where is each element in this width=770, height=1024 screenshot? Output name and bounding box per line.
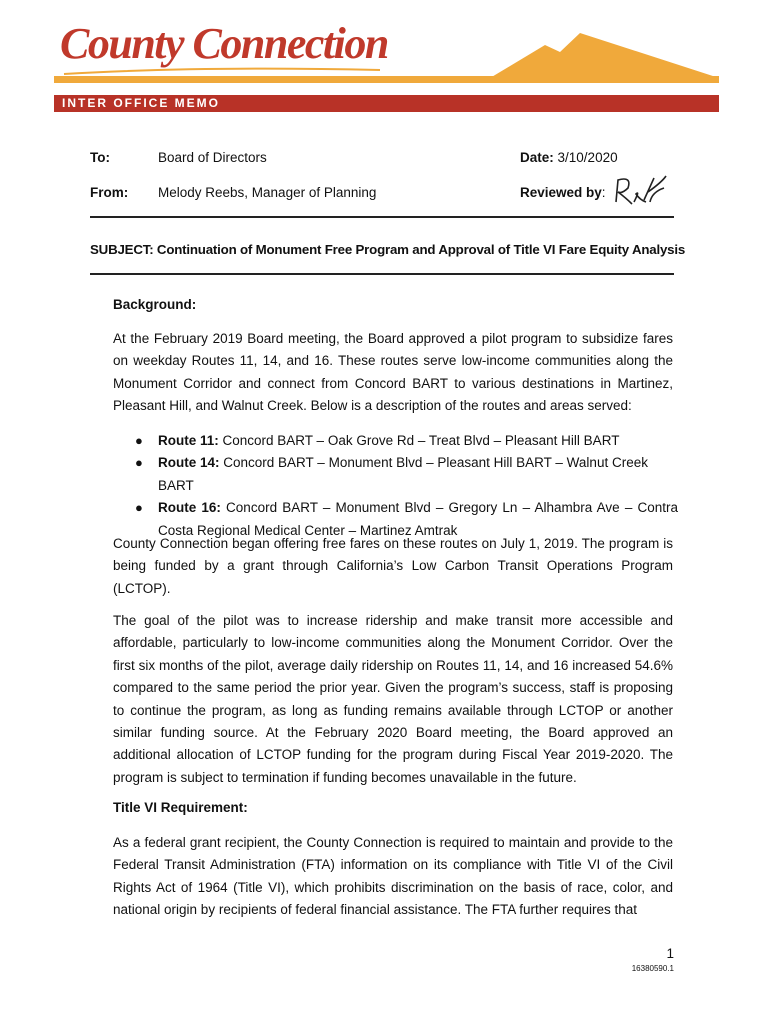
header-rule-top (90, 216, 674, 218)
signature-text: RHf (610, 210, 612, 211)
to-label: To: (90, 150, 110, 165)
subject-line: SUBJECT: Continuation of Monument Free Program and Approval of Title VI Fare Equity Analysis (90, 242, 686, 257)
from-value: Melody Reebs, Manager of Planning (158, 185, 377, 200)
to-value: Board of Directors (158, 150, 267, 165)
title-vi-paragraph-text: As a federal grant recipient, the County Connection is required to maintain and provide to the Federal Transit Administration (FTA) information on its compliance with Title VI of the Civil Rights Act of 1964 (Title VI), which prohibits discrimination on the basis of race, color, and national origin by recipients of federal financial assistance. The FTA further requires that (113, 835, 673, 918)
header-rule-bottom (90, 273, 674, 275)
logo-text: County Connection (60, 19, 388, 68)
route-label: Route 16: (158, 500, 221, 516)
background-intro (113, 328, 673, 418)
date-value: 3/10/2020 (557, 150, 618, 165)
list-item (135, 430, 678, 452)
route-text: Concord BART – Monument Blvd – Pleasant Hill BART – Walnut Creek BART (158, 455, 648, 493)
title-vi-paragraph (113, 832, 673, 922)
date-field (520, 150, 618, 165)
routes-list (135, 430, 678, 542)
date-label: Date: (520, 150, 554, 165)
reviewer-signature (610, 172, 672, 212)
background-intro-text: At the February 2019 Board meeting, the Board approved a pilot program to subsidize fares on weekday Routes 11, 14, and 16. These routes serve low-income communities along the Monument Corridor and connect from Concord BART to various destinations in Martinez, Pleasant Hill, and Walnut Creek. Below is a description of the routes and areas served: (113, 331, 673, 414)
route-text: Concord BART – Oak Grove Rd – Treat Blvd – Pleasant Hill BART (218, 433, 620, 448)
reviewed-field (520, 185, 606, 200)
from-label: From: (90, 185, 129, 200)
logo-mountain (490, 33, 719, 78)
list-item (135, 452, 678, 497)
bullet-icon: ● (135, 455, 143, 471)
funding-paragraph-text: County Connection began offering free fares on these routes on July 1, 2019. The program is being funded by a grant through California’s Low Carbon Transit Operations Program (LCTOP). (113, 536, 673, 596)
page-number: 1 (666, 946, 674, 961)
goal-paragraph (113, 610, 673, 789)
route-text: Concord BART – Monument Blvd – Gregory Ln – Alhambra Ave – Contra Costa Regional Medical Center – Martinez Amtrak (158, 500, 678, 538)
reviewed-colon: : (601, 185, 606, 200)
route-label: Route 14: (158, 455, 220, 471)
bullet-icon: ● (135, 433, 143, 448)
bullet-icon: ● (135, 500, 143, 516)
title-vi-heading: Title VI Requirement: (113, 800, 248, 815)
goal-paragraph-text: The goal of the pilot was to increase ridership and make transit more accessible and affordable, particularly to low-income communities along the Monument Corridor. Over the first six months of the pilot, average daily ridership on Routes 11, 14, and 16 increased 54.6% compared to the same period the prior year. Given the program’s success, staff is proposing to continue the program, as long as funding remains available through LCTOP or another similar funding source. At the February 2020 Board meeting, the Board approved an additional allocation of LCTOP funding for the program during Fiscal Year 2019-2020. The program is subject to termination if funding becomes unavailable in the future. (113, 613, 673, 785)
background-heading: Background: (113, 297, 197, 312)
memo-label: INTER OFFICE MEMO (62, 96, 220, 110)
reviewed-label: Reviewed by (520, 185, 602, 200)
document-id: 16380590.1 (631, 964, 674, 973)
logo-underline-swoosh (64, 69, 380, 74)
funding-paragraph (113, 533, 673, 600)
route-label: Route 11: (158, 433, 219, 448)
